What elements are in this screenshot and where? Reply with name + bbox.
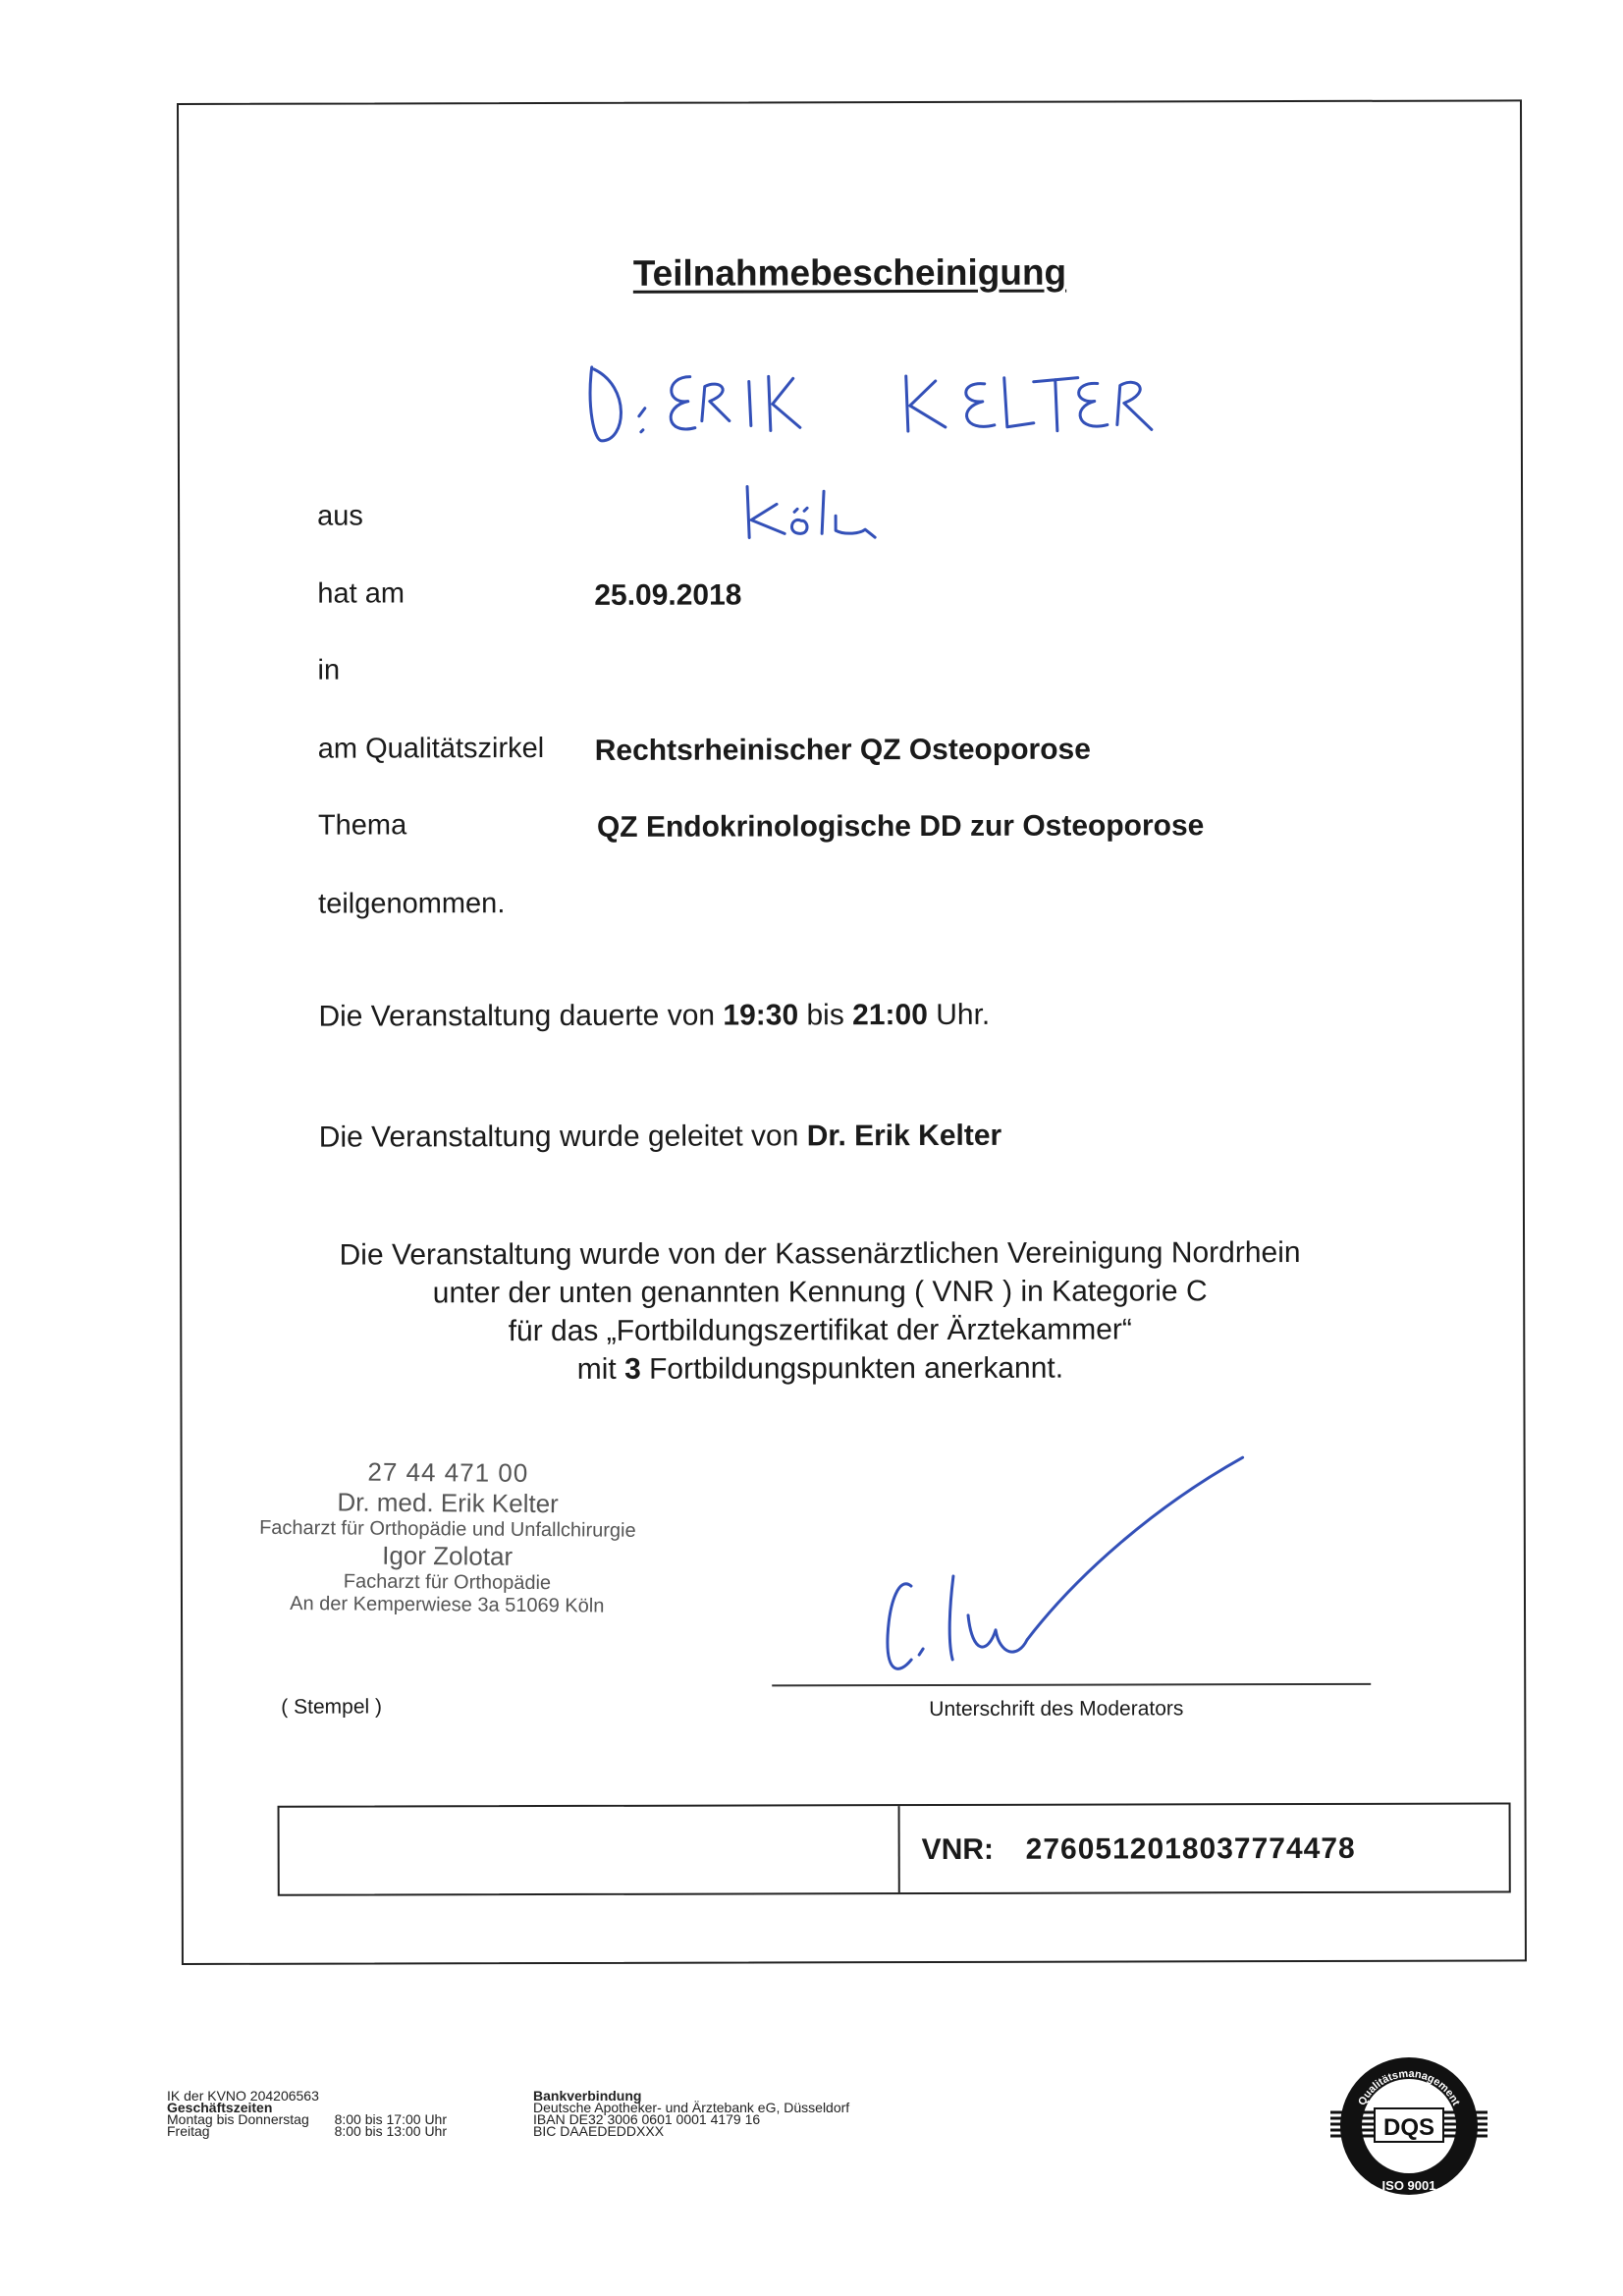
end-time: 21:00: [852, 999, 928, 1032]
certificate-title: Teilnahmebescheinigung: [632, 251, 1067, 294]
svg-text:ISO 9001: ISO 9001: [1381, 2178, 1436, 2193]
dqs-iso-logo: [1330, 2048, 1488, 2205]
quality-circle-name: Rechtsrheinischer QZ Osteoporose: [594, 733, 1091, 767]
label-thema: Thema: [317, 809, 407, 842]
vnr-label: VNR:: [921, 1832, 995, 1867]
stamp-label: ( Stempel ): [281, 1695, 383, 1719]
start-time: 19:30: [723, 999, 799, 1032]
footer-business-info: IK der KVNO 204206563 Geschäftszeiten Montag bis Donnerstag 8:00 bis 17:00 Uhr Freitag 8:00 bis 13:00 Uhr: [167, 2088, 447, 2139]
duration-statement: Die Veranstaltung dauerte von 19:30 bis 21:00 Uhr.: [318, 998, 991, 1033]
topic-value: QZ Endokrinologische DD zur Osteoporose: [596, 809, 1205, 844]
signature-line: [772, 1683, 1371, 1687]
vnr-box: [278, 1802, 1511, 1895]
svg-text:Qualitätsmanagement: Qualitätsmanagement: [1356, 2067, 1462, 2108]
signature-caption: Unterschrift des Moderators: [929, 1697, 1184, 1721]
svg-text:DQS: DQS: [1382, 2114, 1435, 2141]
label-aus: aus: [317, 500, 363, 532]
label-hat-am: hat am: [317, 577, 406, 610]
footer-bank-info: Bankverbindung Deutsche Apotheker- und Ärztebank eG, Düsseldorf IBAN DE32 3006 0601 0001 4179 16 BIC DAAEDEDDXXX: [533, 2088, 850, 2139]
label-teilgenommen: teilgenommen.: [318, 888, 506, 920]
leader-name: Dr. Erik Kelter: [806, 1119, 1002, 1153]
event-date: 25.09.2018: [594, 578, 742, 612]
leader-statement: Die Veranstaltung wurde geleitet von Dr. Erik Kelter: [318, 1119, 1002, 1154]
moderator-signature: [850, 1438, 1273, 1684]
handwritten-name: [582, 346, 1368, 456]
handwritten-city: [737, 476, 953, 566]
points-value: 3: [624, 1352, 641, 1386]
certificate-frame: [177, 99, 1527, 1965]
vnr-divider: [898, 1806, 900, 1892]
accreditation-statement: Die Veranstaltung wurde von der Kassenärztlichen Vereinigung Nordrhein unter der unten genannten Kennung ( VNR ) in Kategorie C für das „Fortbildungszertifikat der Ärztekammer“ mit 3 Fortbildungspunkten anerkannt.: [339, 1236, 1301, 1386]
label-qualitaetszirkel: am Qualitätszirkel: [317, 733, 545, 765]
practice-stamp: 27 44 471 00 Dr. med. Erik Kelter Facharzt für Orthopädie und Unfallchirurgie Igor Zolotar Facharzt für Orthopädie An der Kemperwiese 3a 51069 Köln: [259, 1456, 636, 1617]
label-in: in: [317, 654, 341, 686]
vnr-value: 2760512018037774478: [1025, 1831, 1356, 1866]
